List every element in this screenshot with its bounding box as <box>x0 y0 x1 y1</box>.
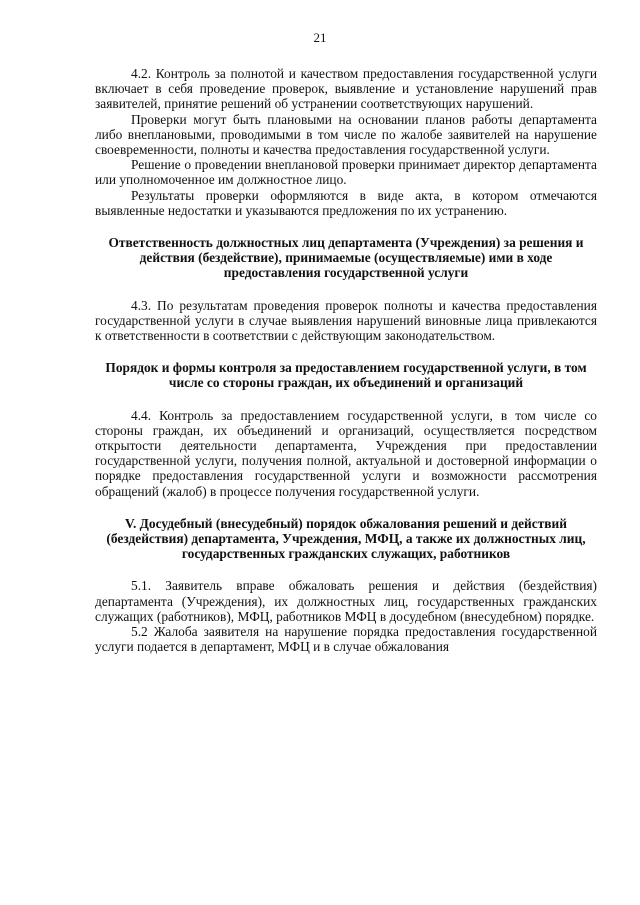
paragraph-5-2: 5.2 Жалоба заявителя на нарушение порядка предоставления государственной услуги подается в департамент, МФЦ и в случае обжалования <box>95 624 597 655</box>
heading-responsibility: Ответственность должностных лиц департамента (Учреждения) за решения и действия (бездействие), принимаемые (осуществляемые) ими в ходе предоставления государственной услуги <box>108 235 584 281</box>
paragraph-4-2-decision: Решение о проведении внеплановой проверки принимает директор департамента или уполномоченное им должностное лицо. <box>95 157 597 188</box>
paragraph-4-4: 4.4. Контроль за предоставлением государственной услуги, в том числе со стороны граждан, их объединений и организаций, осуществляется посредством открытости деятельности департамента, Учреждения при предоставлении государственной услуги, получения полной, актуальной и достоверной информации о порядке предоставления государственной услуги и возможности рассмотрения обращений (жалоб) в процессе получения государственной услуги. <box>95 407 597 499</box>
paragraph-4-2: 4.2. Контроль за полнотой и качеством предоставления государственной услуги включает в себя проведение проверок, выявление и установление нарушений прав заявителей, принятие решений об устранении соответствующих нарушений. <box>95 66 597 112</box>
heading-section-v: V. Досудебный (внесудебный) порядок обжалования решений и действий (бездействия) департамента, Учреждения, МФЦ, а также их должностных лиц, государственных гражданских служащих, работников <box>106 515 586 562</box>
page-content <box>95 66 597 655</box>
paragraph-5-1: 5.1. Заявитель вправе обжаловать решения и действия (бездействия) департамента (Учреждения), их должностных лиц, государственных гражданских служащих (работников), МФЦ, работников МФЦ в досудебном (внесудебном) порядке. <box>95 578 597 624</box>
paragraph-4-2-inspections: Проверки могут быть плановыми на основании планов работы департамента либо внеплановыми, проводимыми в том числе по жалобе заявителей на нарушение своевременности, полноты и качества предоставления государственной услуги. <box>95 111 597 158</box>
page-number: 21 <box>313 30 327 45</box>
paragraph-4-2-results: Результаты проверки оформляются в виде акта, в котором отмечаются выявленные недостатки и указываются предложения по их устранению. <box>95 187 597 218</box>
paragraph-4-3: 4.3. По результатам проведения проверок полноты и качества предоставления государственной услуги в случае выявления нарушений виновные лица привлекаются к ответственности в соответствии с действующим законодательством. <box>95 297 597 344</box>
heading-control-forms: Порядок и формы контроля за предоставлением государственной услуги, в том числе со стороны граждан, их объединений и организаций <box>105 360 587 391</box>
